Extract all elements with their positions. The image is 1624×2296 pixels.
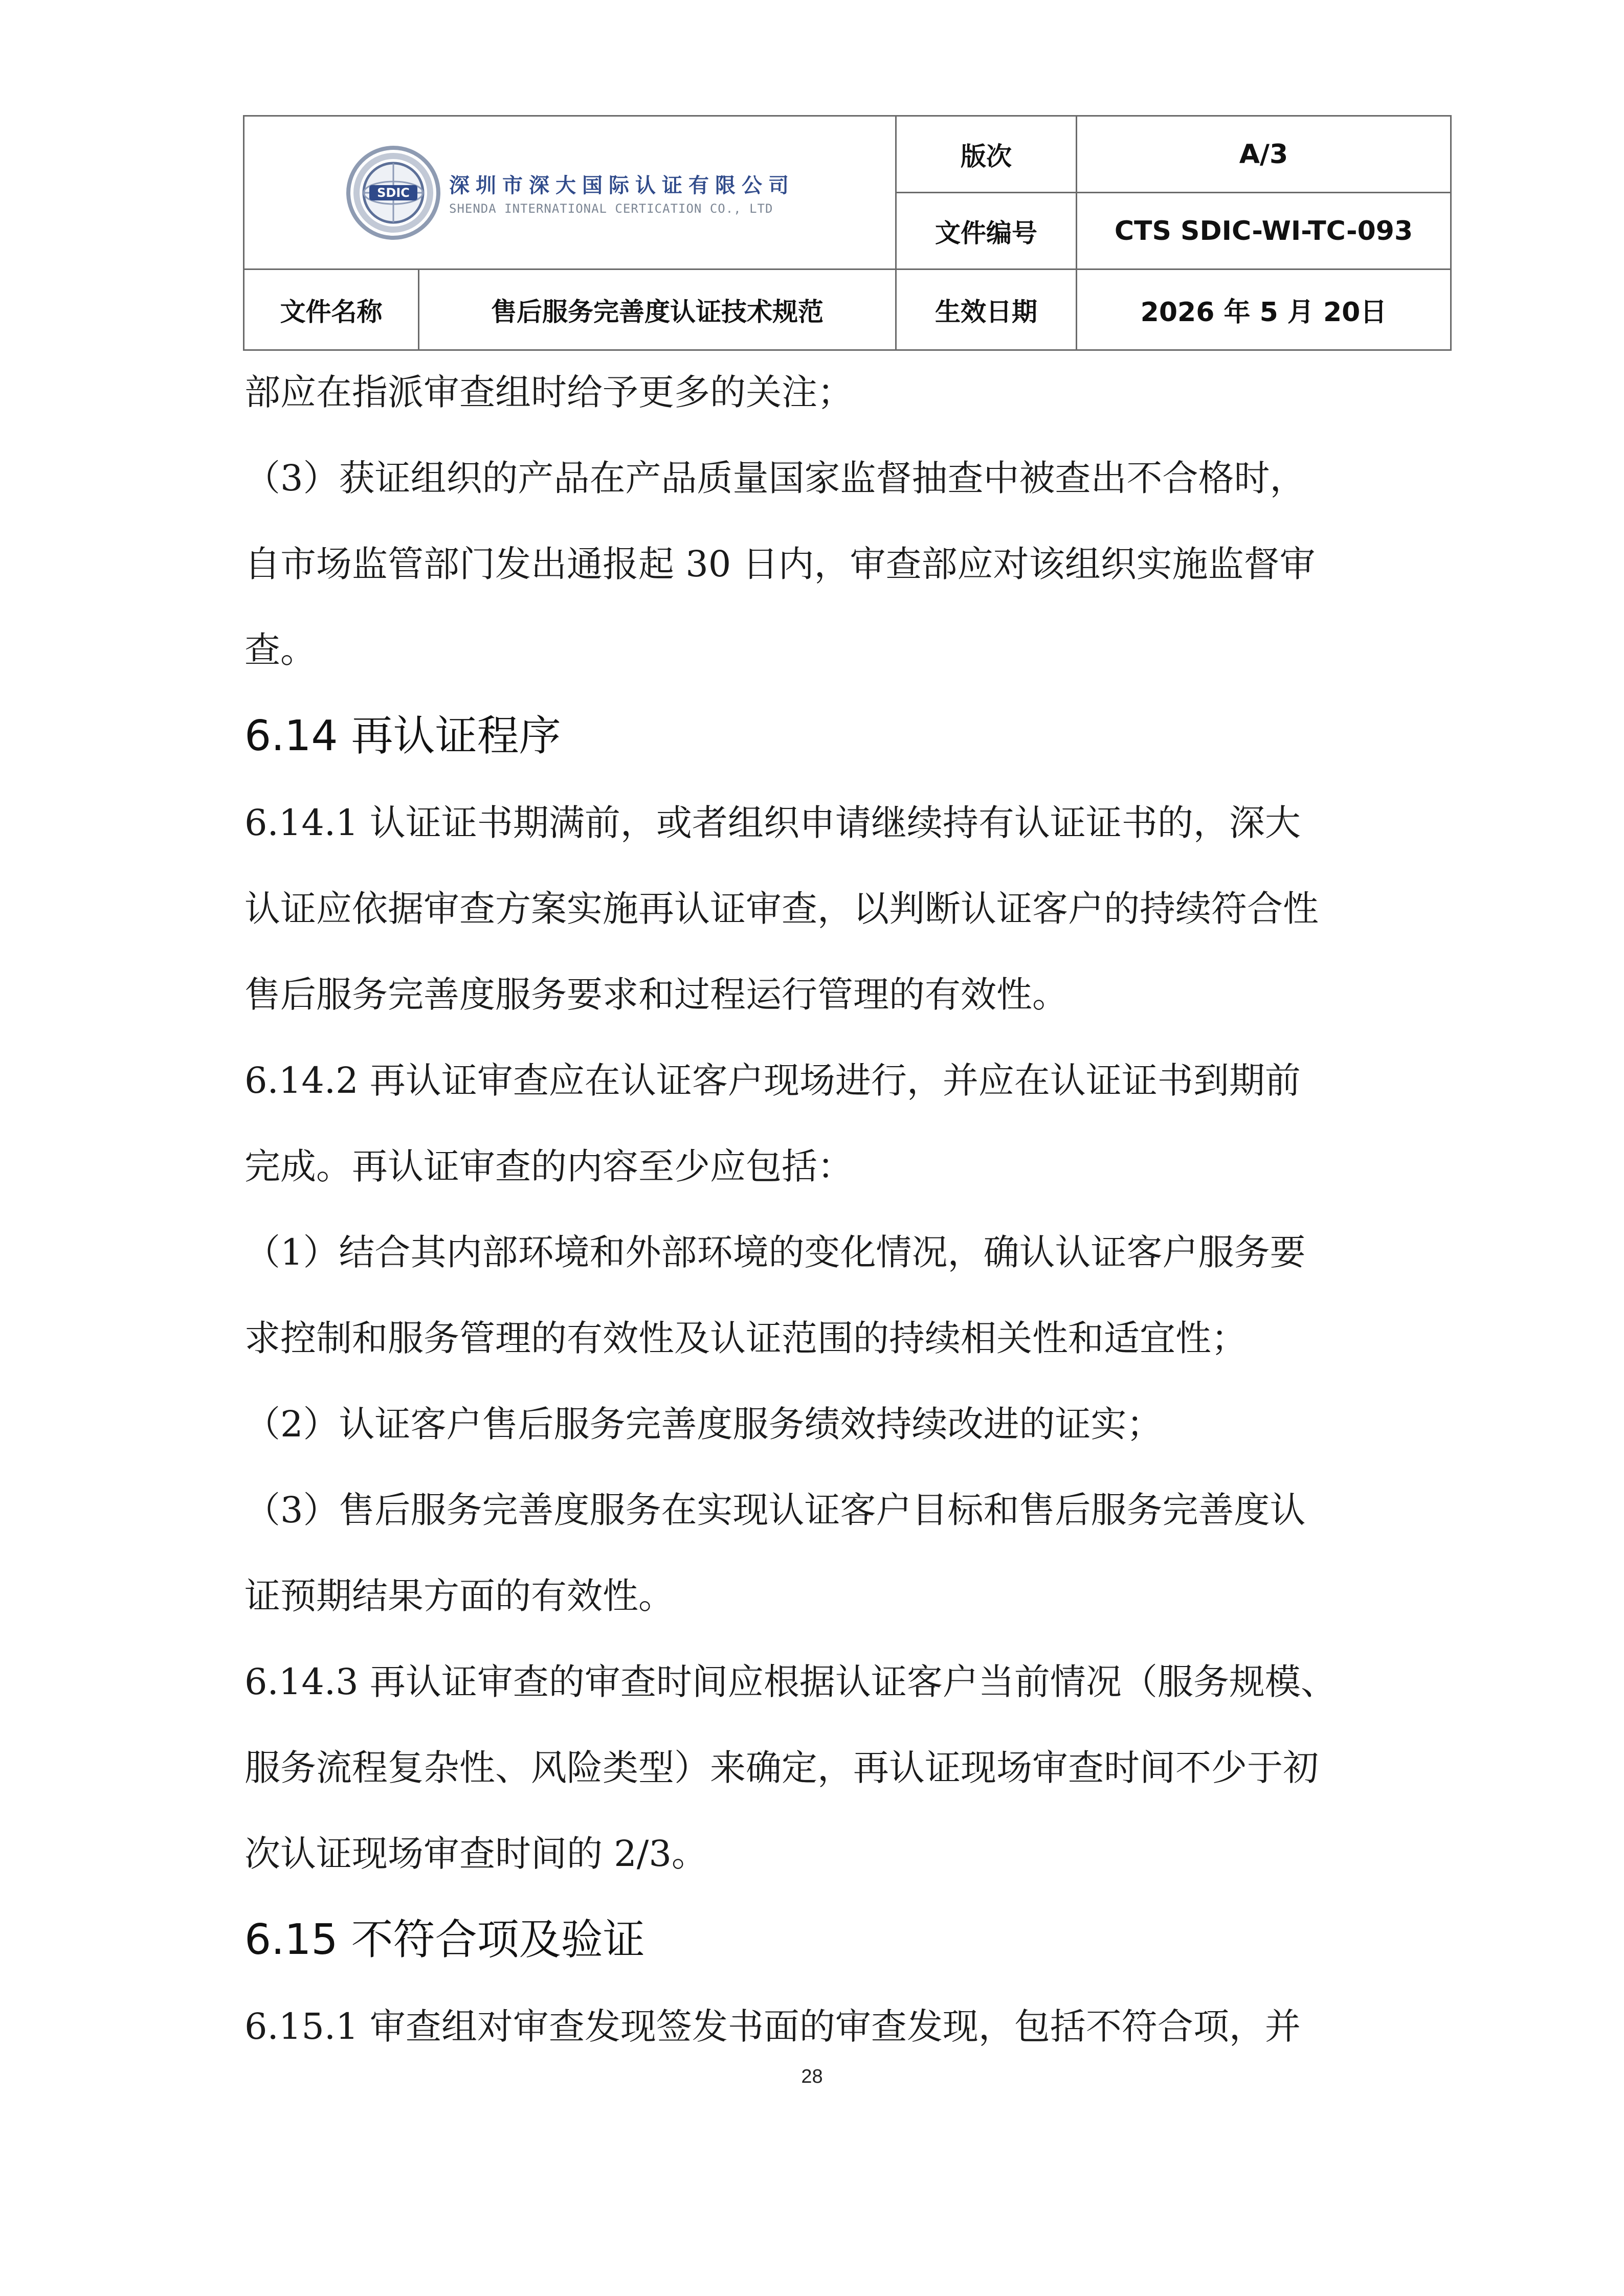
body-text-line: （2）认证客户售后服务完善度服务绩效持续改进的证实； (244, 1403, 1163, 1445)
body-text-line: （3）获证组织的产品在产品质量国家监督抽查中被查出不合格时， (244, 457, 1306, 499)
body-text-line: 证预期结果方面的有效性。 (244, 1575, 674, 1617)
body-text-line: 次认证现场审查时间的 2/3。 (244, 1833, 707, 1875)
doc-number-label: 文件编号 (896, 193, 1077, 269)
page-number: 28 (801, 2066, 823, 2087)
effective-date-value: 2026 年 5 月 20日 (1077, 269, 1451, 350)
document-body (244, 349, 1370, 2069)
body-text-line: 6.14.2 再认证审查应在认证客户现场进行，并应在认证证书到期前 (244, 1060, 1301, 1101)
doc-name-value: 售后服务完善度认证技术规范 (419, 269, 896, 350)
section-heading: 6.15 不符合项及验证 (244, 1916, 645, 1964)
body-text-line: 6.15.1 审查组对审查发现签发书面的审查发现，包括不符合项，并 (244, 2006, 1301, 2047)
doc-number-value: CTS SDIC-WI-TC-093 (1077, 193, 1451, 269)
version-label: 版次 (896, 116, 1077, 193)
body-text-line: 6.14.1 认证证书期满前，或者组织申请继续持有认证证书的，深大 (244, 802, 1301, 844)
body-text-line: 售后服务完善度服务要求和过程运行管理的有效性。 (244, 974, 1068, 1016)
document-header-table (243, 115, 1452, 351)
company-logo-icon (345, 144, 442, 241)
body-text-line: （3）售后服务完善度服务在实现认证客户目标和售后服务完善度认 (244, 1489, 1306, 1531)
section-heading: 6.14 再认证程序 (244, 712, 561, 760)
body-text-line: 完成。再认证审查的内容至少应包括： (244, 1145, 853, 1187)
body-text-line: 6.14.3 再认证审查的审查时间应根据认证客户当前情况（服务规模、 (244, 1661, 1337, 1703)
company-name-en: SHENDA INTERNATIONAL CERTICATION CO., LTD (449, 201, 773, 216)
doc-name-label: 文件名称 (244, 269, 419, 350)
body-text-line: 查。 (244, 629, 316, 671)
version-value: A/3 (1077, 116, 1451, 193)
body-text-line: 自市场监管部门发出通报起 30 日内，审查部应对该组织实施监督审 (244, 543, 1316, 585)
effective-date-label: 生效日期 (896, 269, 1077, 350)
body-text-line: 认证应依据审查方案实施再认证审查，以判断认证客户的持续符合性 (244, 888, 1319, 930)
body-text-line: 求控制和服务管理的有效性及认证范围的持续相关性和适宜性； (244, 1317, 1247, 1359)
svg-text:SDIC: SDIC (377, 185, 410, 200)
body-text-line: 服务流程复杂性、风险类型）来确定，再认证现场审查时间不少于初 (244, 1747, 1319, 1789)
body-text-line: （1）结合其内部环境和外部环境的变化情况，确认认证客户服务要 (244, 1231, 1306, 1273)
body-text-line: 部应在指派审查组时给予更多的关注； (244, 371, 853, 413)
company-logo-cell (244, 116, 896, 269)
company-name-cn: 深圳市深大国际认证有限公司 (449, 174, 795, 197)
